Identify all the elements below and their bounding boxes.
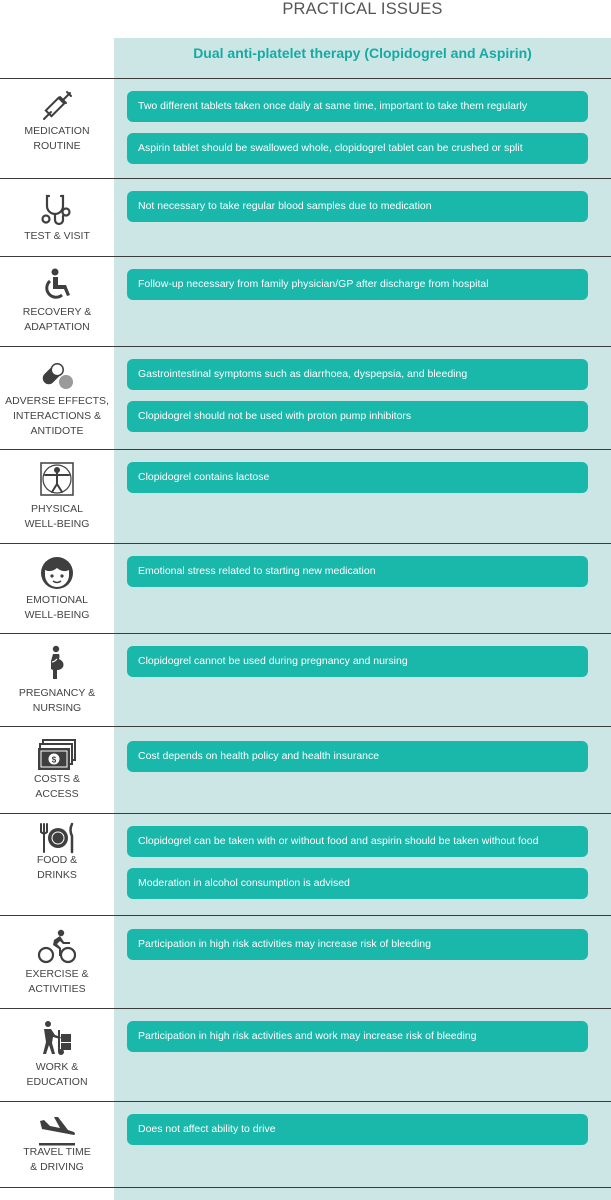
category-label: COSTS & ACCESS [33,773,81,800]
issue-item: Clopidogrel contains lactose [127,462,588,493]
issue-item: Emotional stress related to starting new medication [127,556,588,587]
issue-item: Cost depends on health policy and health insurance [127,741,588,772]
category-label: EXERCISE & ACTIVITIES [25,968,89,995]
row-divider [0,1187,611,1188]
category-label: WORK & EDUCATION [26,1061,88,1088]
airplane-landing-icon [0,1113,114,1149]
issue-item: Does not affect ability to drive [127,1114,588,1145]
svg-text:$: $ [51,755,57,765]
issue-item: Clopidogrel cannot be used during pregnancy and nursing [127,646,588,677]
stethoscope-icon [0,190,114,226]
row-divider [0,78,611,79]
row-divider [0,633,611,634]
wheelchair-icon [0,267,114,303]
category-label: ADVERSE EFFECTS, INTERACTIONS & ANTIDOTE [5,395,109,437]
issue-item: Aspirin tablet should be swallowed whole, clopidogrel tablet can be crushed or split [127,133,588,164]
issue-item: Clopidogrel should not be used with proton pump inhibitors [127,401,588,432]
cyclist-icon [0,928,114,964]
vitruvian-man-icon [0,461,114,497]
worker-hand-truck-icon [0,1020,114,1056]
category-label: FOOD & DRINKS [36,854,78,881]
row-divider [0,256,611,257]
issue-item: Moderation in alcohol consumption is advised [127,868,588,899]
face-icon [0,555,114,591]
column-title: Dual anti-platelet therapy (Clopidogrel and Aspirin) [193,45,532,61]
row-divider [0,346,611,347]
category-label: EMOTIONAL WELL-BEING [24,594,90,621]
row-divider [0,1008,611,1009]
category-label: TEST & VISIT [24,230,90,242]
row-divider [0,813,611,814]
page-title: PRACTICAL ISSUES [282,0,443,18]
row-divider [0,543,611,544]
row-divider [0,449,611,450]
issue-item: Clopidogrel can be taken with or without food and aspirin should be taken without food [127,826,588,857]
issue-item: Participation in high risk activities may increase risk of bleeding [127,929,588,960]
issue-item: Not necessary to take regular blood samples due to medication [127,191,588,222]
issue-item: Follow-up necessary from family physician/GP after discharge from hospital [127,269,588,300]
plate-cutlery-icon [0,820,114,856]
row-divider [0,1101,611,1102]
category-label: MEDICATION ROUTINE [24,125,90,152]
pregnant-woman-icon [0,645,114,681]
category-label: PREGNANCY & NURSING [18,687,96,714]
syringe-icon [0,88,114,124]
category-label: PHYSICAL WELL-BEING [24,503,90,530]
category-label: TRAVEL TIME & DRIVING [23,1146,91,1173]
issue-item: Participation in high risk activities and work may increase risk of bleeding [127,1021,588,1052]
row-divider [0,178,611,179]
issue-item: Gastrointestinal symptoms such as diarrhoea, dyspepsia, and bleeding [127,359,588,390]
row-divider [0,726,611,727]
money-icon [0,738,114,774]
pill-icon [0,356,114,392]
category-label: RECOVERY & ADAPTATION [22,306,92,333]
issue-item: Two different tablets taken once daily at same time, important to take them regularly [127,91,588,122]
row-divider [0,915,611,916]
